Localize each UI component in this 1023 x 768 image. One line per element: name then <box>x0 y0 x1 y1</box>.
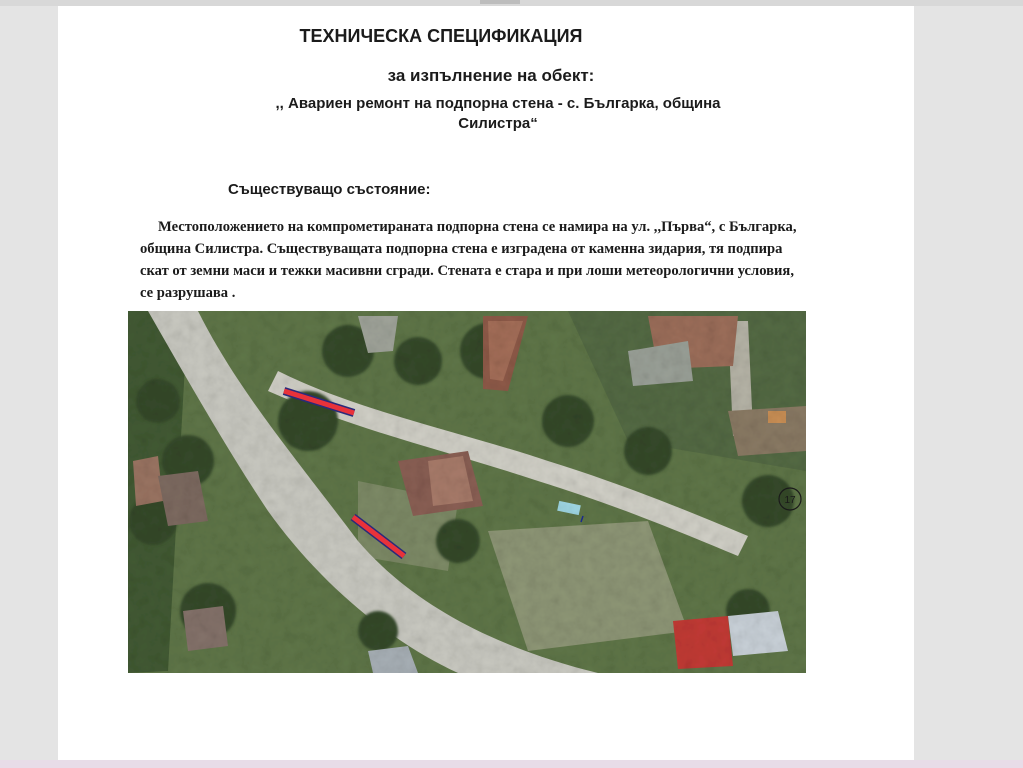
viewer-bottom-strip <box>0 760 1023 768</box>
document-page <box>58 6 914 760</box>
pool <box>768 411 786 423</box>
project-name: ,, Авариен ремонт на подпорна стена - с. Българка, община Силистра“ <box>275 95 721 132</box>
map-label-text: 17 <box>784 495 796 506</box>
section-heading: Съществуващо състояние: <box>228 181 431 198</box>
document-title: ТЕХНИЧЕСКА СПЕЦИФИКАЦИЯ <box>299 26 583 46</box>
viewer-tab-handle[interactable] <box>480 0 520 4</box>
description-paragraph: Местоположението на компрометираната подпорна стена се намира на ул. ,,Първа“, с Българка, община Силистра. Съществуващата подпорна стена е изградена от каменна зидария, тя подпира скат от земни маси и тежки масивни сгради. Стената е стара и при лоши метеорологични условия, се разрушава . <box>140 219 797 301</box>
document-subtitle: за изпълнение на обект: <box>387 66 595 85</box>
aerial-photo <box>128 311 806 673</box>
